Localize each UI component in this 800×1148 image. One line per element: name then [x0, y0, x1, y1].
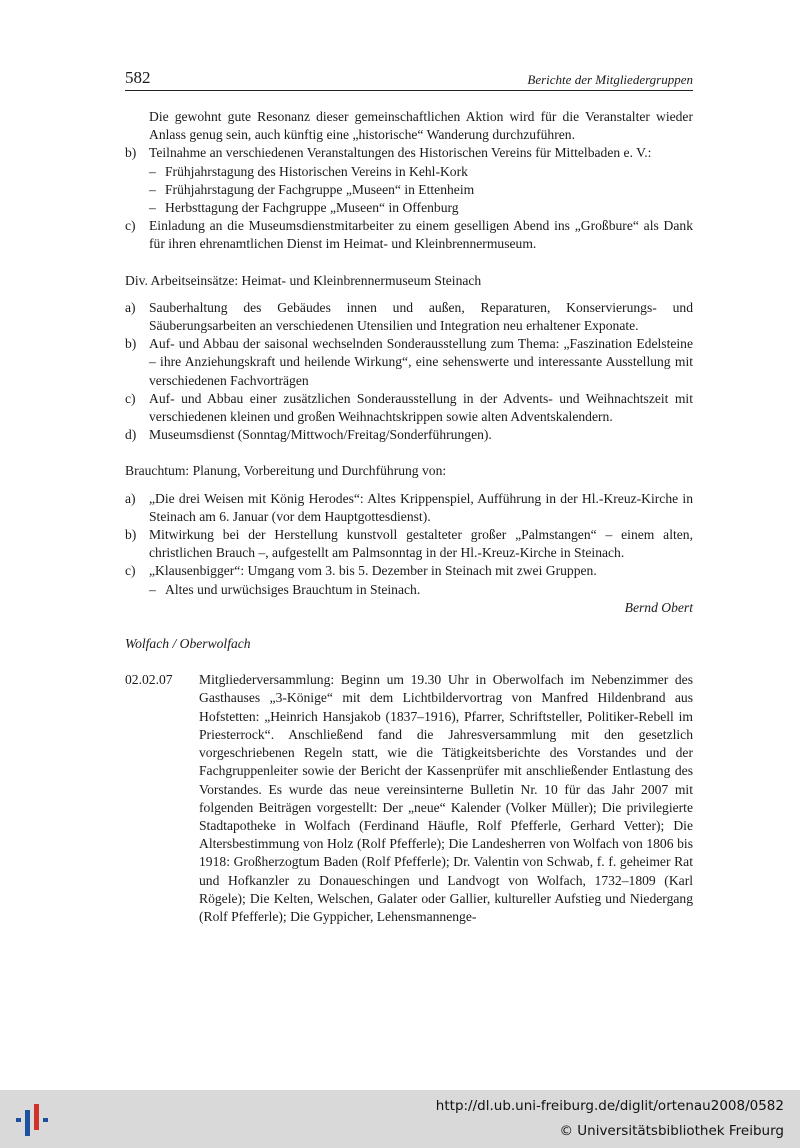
item-text: Mitwirkung bei der Herstellung kunstvoll gestalteter großer „Palmstangen“ – einem alten, christlichen Brauch –, aufgestellt am Palmsonntag in der Hl.-Kreuz-Kirche in Steinach.	[149, 527, 693, 561]
dash-text: Altes und urwüchsiges Brauchtum in Steinach.	[165, 581, 421, 597]
item-label: b)	[125, 336, 137, 352]
item-text: Auf- und Abbau einer zusätzlichen Sonderausstellung in der Advents- und Weihnachtszeit mit verschiedenen kleinen und großen Weihnachtskrippen sowie alten Adventskalendern.	[149, 390, 693, 425]
intro-paragraph: Die gewohnt gute Resonanz dieser gemeinschaftlichen Aktion wird für die Veranstalter wieder Anlass genug sein, auch künftig eine „historische“ Wanderung durchzuführen.	[149, 109, 693, 143]
footer-bar	[0, 1090, 800, 1148]
dash-text: Frühjahrstagung des Historischen Vereins in Kehl-Kork	[165, 163, 468, 179]
list-item	[125, 390, 693, 426]
list-item	[125, 335, 693, 390]
list-item	[125, 144, 693, 162]
item-label: c)	[125, 563, 136, 579]
list-item	[125, 299, 693, 335]
entry-date: 02.02.07	[125, 672, 173, 688]
dash-text: Frühjahrstagung der Fachgruppe „Museen“ in Ettenheim	[165, 181, 475, 197]
item-text: Einladung an die Museumsdienstmitarbeiter zu einem geselligen Abend ins „Großbure“ als Dank für ihren ehrenamtlichen Dienst im Heimat- und Kleinbrennermuseum.	[149, 218, 693, 252]
body-text	[125, 108, 693, 926]
item-text: „Klausenbigger“: Umgang vom 3. bis 5. Dezember in Steinach mit zwei Gruppen.	[149, 563, 597, 579]
section-heading-arbeitseinsaetze: Div. Arbeitseinsätze: Heimat- und Kleinbrennermuseum Steinach	[125, 272, 482, 288]
dash-item: – Herbsttagung der Fachgruppe „Museen“ in Offenburg	[149, 200, 459, 216]
page-number: 582	[125, 68, 151, 87]
section-title-wolfach: Wolfach / Oberwolfach	[125, 636, 251, 652]
list-item	[125, 490, 693, 526]
author-signature: Bernd Obert	[624, 599, 693, 615]
page-header	[125, 68, 693, 91]
dash-item: – Frühjahrstagung der Fachgruppe „Museen“ in Ettenheim	[149, 181, 475, 197]
dash-text: Herbsttagung der Fachgruppe „Museen“ in Offenburg	[165, 200, 459, 216]
list-item	[125, 426, 693, 444]
item-label: b)	[125, 145, 137, 161]
running-title: Berichte der Mitgliedergruppen	[527, 72, 693, 87]
item-label: c)	[125, 218, 136, 234]
item-text: Sauberhaltung des Gebäudes innen und außen, Reparaturen, Konservierungs- und Säuberungsarbeiten an verschiedenen Utensilien und Integration neu erhaltener Exponate.	[149, 299, 693, 334]
dash-item: – Altes und urwüchsiges Brauchtum in Steinach.	[149, 581, 421, 597]
dated-entry	[125, 671, 693, 926]
list-item	[125, 217, 693, 253]
item-label: a)	[125, 299, 136, 315]
item-text: Museumsdienst (Sonntag/Mittwoch/Freitag/Sonderführungen).	[149, 427, 492, 443]
item-label: b)	[125, 527, 137, 543]
item-label: c)	[125, 390, 136, 406]
item-label: a)	[125, 490, 136, 506]
copyright-notice: © Universitätsbibliothek Freiburg	[559, 1123, 784, 1139]
item-text: Teilnahme an verschiedenen Veranstaltungen des Historischen Vereins für Mittelbaden e. V.:	[149, 145, 652, 161]
source-url-link[interactable]: http://dl.ub.uni-freiburg.de/diglit/ortenau2008/0582	[435, 1098, 784, 1114]
item-text: Auf- und Abbau der saisonal wechselnden Sonderausstellung zum Thema: „Faszination Edelsteine – ihre Anziehungskraft und heilende Wirkung“, eine sehenswerte und interessante Ausstellung mit verschiedenen Fachvorträgen	[149, 336, 693, 388]
list-item	[125, 526, 693, 562]
item-text: „Die drei Weisen mit König Herodes“: Altes Krippenspiel, Aufführung in der Hl.-Kreuz-Kirche in Steinach am 6. Januar (vor dem Hauptgottesdienst).	[149, 490, 693, 524]
section-heading-brauchtum: Brauchtum: Planung, Vorbereitung und Durchführung von:	[125, 463, 447, 479]
entry-text: Mitgliederversammlung: Beginn um 19.30 Uhr in Oberwolfach im Nebenzimmer des Gasthauses „3-Könige“ mit dem Lichtbildervortrag von Manfred Hildenbrand aus Hofstetten: „Heinrich Hansjakob (1837–1916), Pfarrer, Schriftsteller, Politiker-Rebell im Priesterrock“. Anschließend fand die Jahresversammlung mit den gesetzlich vorgeschriebenen Regeln statt, wie die Tätigkeitsberichte des Vorstandes und der Fachgruppenleiter sowie der Bericht der Kassenprüfer mit anschließender Entlastung des Vorstandes. Es wurde das neue vereinsinterne Bulletin Nr. 10 für das Jahr 2007 mit folgenden Beiträgen vorgestellt: Der „neue“ Kalender (Volker Müller); Die privilegierte Stadtapotheke in Wolfach (Ferdinand Häufle, Rolf Pfefferle, Gerhard Vetter); Die Altersbestimmung von Holz (Rolf Pfefferle); Die Landesherren von Wolfach von 1806 bis 1918: Großherzogtum Baden (Rolf Pfefferle); Dr. Valentin von Schwab, f. f. geheimer Rat und Hofkanzler zu Donaueschingen und Landvogt von Wolfach, 1732–1809 (Karl Rögele); Die Kelten, Welschen, Galater oder Gallier, kultureller Aufstieg und Niedergang (Rolf Pfefferle); Die Gyppicher, Lehensmannenge-	[199, 672, 693, 924]
ub-freiburg-logo-icon	[14, 1100, 50, 1140]
dash-item: – Frühjahrstagung des Historischen Vereins in Kehl-Kork	[149, 163, 468, 179]
item-label: d)	[125, 427, 137, 443]
list-item	[125, 562, 693, 580]
